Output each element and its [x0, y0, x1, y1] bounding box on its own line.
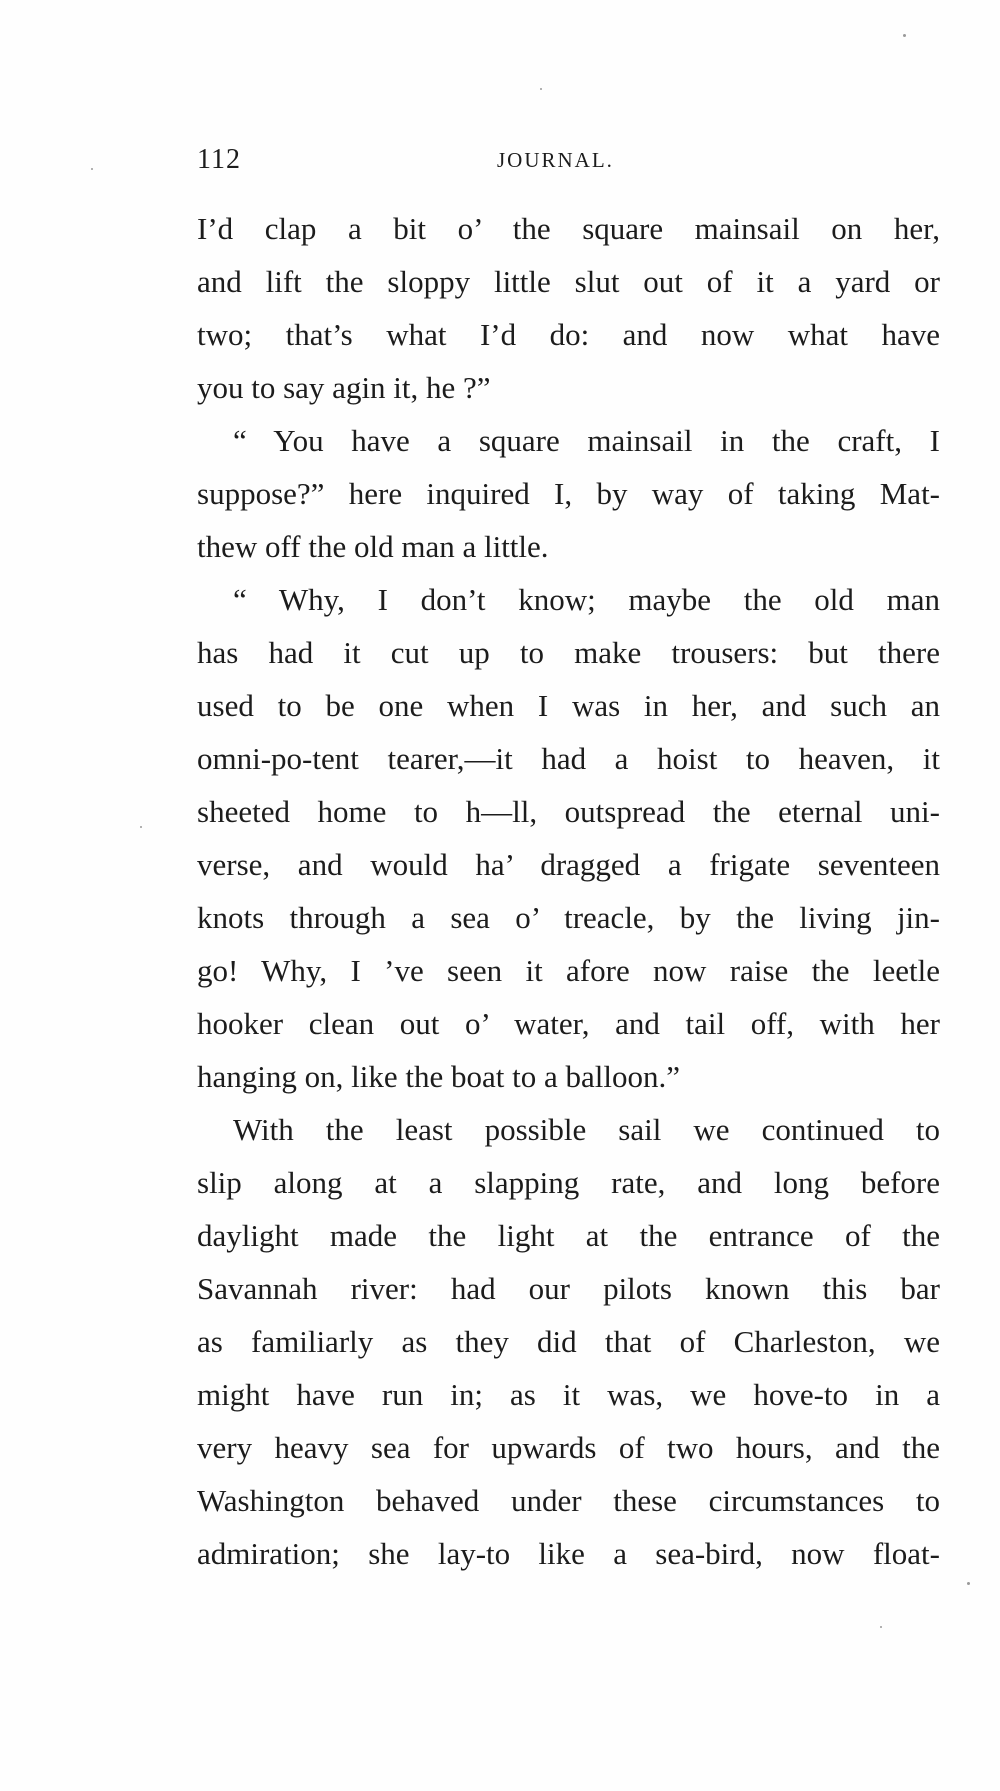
- paragraph: [197, 1103, 940, 1580]
- text-line: verse, and would ha’ dragged a frigate seventeen: [197, 847, 940, 882]
- running-head: [197, 144, 940, 184]
- text-line: as familiarly as they did that of Charleston, we: [197, 1324, 940, 1359]
- paper-speck: [91, 168, 93, 170]
- text-line: and lift the sloppy little slut out of it a yard or: [197, 264, 940, 299]
- text-line: omni-po-tent tearer,—it had a hoist to heaven, it: [197, 741, 940, 776]
- text-line: used to be one when I was in her, and such an: [197, 688, 940, 723]
- text-line: slip along at a slapping rate, and long before: [197, 1165, 940, 1200]
- text-line: you to say agin it, he ?”: [197, 370, 491, 405]
- text-line: Washington behaved under these circumstances to: [197, 1483, 940, 1518]
- text-line: knots through a sea o’ treacle, by the living jin-: [197, 900, 940, 935]
- paper-speck: [967, 1582, 970, 1585]
- running-title: JOURNAL.: [497, 148, 614, 172]
- paper-speck: [540, 88, 542, 90]
- text-line: I’d clap a bit o’ the square mainsail on her,: [197, 211, 940, 246]
- paragraph: [197, 414, 940, 573]
- text-line: two; that’s what I’d do: and now what have: [197, 317, 940, 352]
- paper-speck: [903, 34, 906, 37]
- text-line: With the least possible sail we continued to: [233, 1112, 940, 1147]
- paragraph: [197, 202, 940, 414]
- text-line: has had it cut up to make trousers: but there: [197, 635, 940, 670]
- text-line: hanging on, like the boat to a balloon.”: [197, 1059, 680, 1094]
- text-line: suppose?” here inquired I, by way of taking Mat-: [197, 476, 940, 511]
- text-line: “ Why, I don’t know; maybe the old man: [233, 582, 940, 617]
- text-line: admiration; she lay-to like a sea-bird, now float-: [197, 1536, 940, 1571]
- text-line: sheeted home to h—ll, outspread the eternal uni-: [197, 794, 940, 829]
- text-line: very heavy sea for upwards of two hours, and the: [197, 1430, 940, 1465]
- body-text: [197, 202, 940, 1580]
- text-line: “ You have a square mainsail in the craft, I: [233, 423, 940, 458]
- text-line: go! Why, I ’ve seen it afore now raise the leetle: [197, 953, 940, 988]
- text-line: Savannah river: had our pilots known this bar: [197, 1271, 940, 1306]
- paper-speck: [140, 826, 142, 828]
- text-line: hooker clean out o’ water, and tail off, with her: [197, 1006, 940, 1041]
- text-line: might have run in; as it was, we hove-to in a: [197, 1377, 940, 1412]
- paper-speck: [880, 1626, 882, 1628]
- page-number: 112: [197, 144, 241, 175]
- text-line: daylight made the light at the entrance of the: [197, 1218, 940, 1253]
- text-line: thew off the old man a little.: [197, 529, 549, 564]
- paragraph: [197, 573, 940, 1103]
